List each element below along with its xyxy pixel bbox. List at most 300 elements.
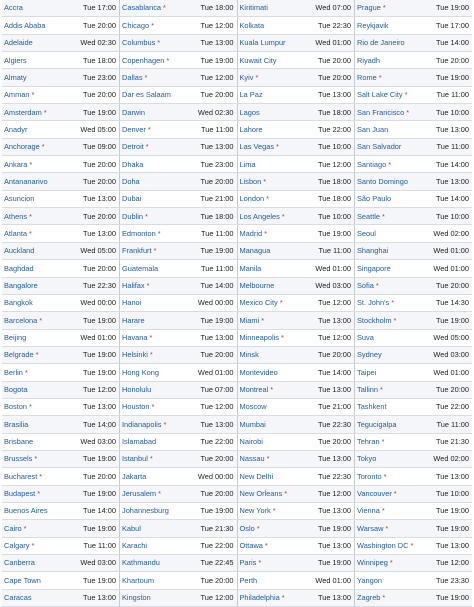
city-link[interactable]: Hong Kong: [122, 367, 159, 377]
city-link[interactable]: Cairo: [4, 523, 22, 533]
city-cell[interactable]: [2, 312, 61, 329]
city-link[interactable]: Chicago: [122, 20, 150, 30]
city-link[interactable]: Istanbul: [122, 454, 148, 464]
city-link[interactable]: La Paz: [239, 90, 263, 100]
city-link[interactable]: Harare: [122, 315, 145, 325]
city-cell[interactable]: [120, 312, 179, 329]
city-cell[interactable]: [120, 260, 179, 277]
city-cell[interactable]: [355, 121, 414, 138]
city-link[interactable]: Miami: [239, 315, 260, 325]
time-cell: Tue 19:00: [61, 520, 120, 537]
city-cell[interactable]: [2, 329, 61, 346]
city-link[interactable]: Brasilia: [4, 419, 29, 429]
city-link[interactable]: Calgary: [4, 541, 30, 551]
city-link[interactable]: Yangon: [357, 575, 382, 585]
city-cell[interactable]: [355, 346, 414, 363]
city-link[interactable]: São Paulo: [357, 194, 392, 204]
city-cell[interactable]: [237, 381, 296, 398]
city-cell[interactable]: [355, 86, 414, 103]
city-cell[interactable]: [120, 69, 179, 86]
city-link[interactable]: Jakarta: [122, 471, 147, 481]
city-link[interactable]: Indianapolis: [122, 419, 162, 429]
city-cell[interactable]: [2, 260, 61, 277]
city-cell[interactable]: [2, 381, 61, 398]
city-cell[interactable]: [2, 0, 61, 17]
city-cell[interactable]: [120, 242, 179, 259]
city-link[interactable]: Atlanta: [4, 228, 28, 238]
city-cell[interactable]: [237, 572, 296, 589]
city-cell[interactable]: [120, 156, 179, 173]
city-link[interactable]: Taipei: [357, 367, 377, 377]
city-cell[interactable]: [120, 138, 179, 155]
city-link[interactable]: Belgrade: [4, 350, 34, 360]
city-cell[interactable]: [2, 520, 61, 537]
city-link[interactable]: Darwin: [122, 107, 145, 117]
city-cell[interactable]: [2, 416, 61, 433]
city-cell[interactable]: [2, 294, 61, 311]
city-cell[interactable]: [355, 225, 414, 242]
city-cell[interactable]: [355, 208, 414, 225]
city-cell[interactable]: [120, 433, 179, 450]
city-cell[interactable]: [2, 450, 61, 467]
city-link[interactable]: Doha: [122, 176, 140, 186]
city-link[interactable]: Amsterdam: [4, 107, 42, 117]
city-cell[interactable]: [120, 364, 179, 381]
city-link[interactable]: New York: [239, 506, 271, 516]
city-link[interactable]: Barcelona: [4, 315, 38, 325]
city-cell[interactable]: [355, 416, 414, 433]
city-link[interactable]: Philadelphia: [239, 593, 280, 603]
city-cell[interactable]: [237, 485, 296, 502]
city-link[interactable]: Prague: [357, 3, 381, 13]
city-cell[interactable]: [2, 69, 61, 86]
city-link[interactable]: Kathmandu: [122, 558, 160, 568]
city-link[interactable]: Anchorage: [4, 142, 40, 152]
city-cell[interactable]: [2, 17, 61, 34]
city-cell[interactable]: [120, 86, 179, 103]
city-link[interactable]: Montevideo: [239, 367, 278, 377]
city-cell[interactable]: [2, 121, 61, 138]
city-link[interactable]: Casablanca: [122, 3, 162, 13]
city-cell[interactable]: [120, 398, 179, 415]
city-cell[interactable]: [355, 104, 414, 121]
city-link[interactable]: Addis Ababa: [4, 20, 46, 30]
city-cell[interactable]: [2, 208, 61, 225]
city-link[interactable]: Lagos: [239, 107, 260, 117]
city-link[interactable]: New Orleans: [239, 489, 283, 499]
city-link[interactable]: Kiritimati: [239, 3, 268, 13]
city-cell[interactable]: [2, 346, 61, 363]
city-cell[interactable]: [2, 502, 61, 519]
city-cell[interactable]: [2, 225, 61, 242]
city-cell[interactable]: [120, 416, 179, 433]
time-cell: Tue 13:00: [296, 86, 355, 103]
city-cell[interactable]: [2, 190, 61, 207]
city-cell[interactable]: [2, 34, 61, 51]
city-link[interactable]: Guatemala: [122, 263, 159, 273]
city-cell[interactable]: [2, 398, 61, 415]
city-link[interactable]: Accra: [4, 3, 23, 13]
city-link[interactable]: Tehran: [357, 437, 380, 447]
city-cell[interactable]: [355, 398, 414, 415]
city-link[interactable]: Anadyr: [4, 124, 28, 134]
city-cell[interactable]: [237, 242, 296, 259]
city-cell[interactable]: [237, 520, 296, 537]
city-link[interactable]: Tokyo: [357, 454, 377, 464]
city-link[interactable]: Beijing: [4, 333, 27, 342]
city-cell[interactable]: [237, 398, 296, 415]
city-cell[interactable]: [120, 208, 179, 225]
city-link[interactable]: Karachi: [122, 541, 148, 551]
city-cell[interactable]: [355, 242, 414, 259]
city-cell[interactable]: [355, 294, 414, 311]
city-cell[interactable]: [2, 52, 61, 69]
city-cell[interactable]: [120, 537, 179, 554]
city-link[interactable]: Moscow: [239, 402, 267, 412]
city-link[interactable]: Kingston: [122, 593, 151, 603]
city-link[interactable]: Budapest: [4, 489, 36, 499]
city-cell[interactable]: [120, 121, 179, 138]
city-cell[interactable]: [2, 104, 61, 121]
time-cell: Tue 20:00: [296, 346, 355, 363]
city-link[interactable]: Bucharest: [4, 471, 38, 481]
time-cell: Wed 00:00: [61, 294, 120, 311]
city-link[interactable]: Tashkent: [357, 402, 387, 412]
time-cell: Tue 11:00: [296, 242, 355, 259]
city-link[interactable]: Antananarivo: [4, 176, 48, 186]
time-cell: Tue 19:00: [179, 312, 238, 329]
city-link[interactable]: Montreal: [239, 385, 269, 395]
city-cell[interactable]: [120, 520, 179, 537]
city-cell[interactable]: [120, 17, 179, 34]
city-link[interactable]: Bangkok: [4, 298, 33, 308]
city-link[interactable]: Kuwait City: [239, 55, 277, 65]
city-link[interactable]: Auckland: [4, 246, 35, 256]
city-link[interactable]: Santiago: [357, 159, 387, 169]
city-link[interactable]: San Francisco: [357, 107, 405, 117]
city-link[interactable]: Algiers: [4, 55, 27, 65]
city-cell[interactable]: [355, 329, 414, 346]
city-cell[interactable]: [355, 173, 414, 190]
city-cell[interactable]: [237, 156, 296, 173]
city-cell[interactable]: [355, 34, 414, 51]
city-cell[interactable]: [2, 468, 61, 485]
city-cell[interactable]: [120, 52, 179, 69]
time-cell: Wed 01:00: [296, 572, 355, 589]
city-cell[interactable]: [355, 364, 414, 381]
city-link[interactable]: Bangalore: [4, 280, 38, 290]
city-cell[interactable]: [2, 537, 61, 554]
city-link[interactable]: Seoul: [357, 228, 376, 238]
city-link[interactable]: Minneapolis: [239, 333, 279, 342]
city-cell[interactable]: [355, 468, 414, 485]
city-cell[interactable]: [120, 104, 179, 121]
city-link[interactable]: Bogota: [4, 385, 28, 395]
city-cell[interactable]: [2, 242, 61, 259]
city-link[interactable]: Las Vegas: [239, 142, 275, 152]
city-cell[interactable]: [355, 381, 414, 398]
city-link[interactable]: Lahore: [239, 124, 263, 134]
city-cell[interactable]: [355, 0, 414, 17]
city-cell[interactable]: [355, 156, 414, 173]
dst-marker: *: [151, 402, 155, 412]
city-cell[interactable]: [2, 572, 61, 589]
city-cell[interactable]: [120, 346, 179, 363]
city-link[interactable]: Perth: [239, 575, 258, 585]
city-link[interactable]: Helsinki: [122, 350, 148, 360]
city-cell[interactable]: [355, 52, 414, 69]
city-cell[interactable]: [355, 572, 414, 589]
city-cell[interactable]: [237, 225, 296, 242]
city-link[interactable]: Dubai: [122, 194, 142, 204]
city-cell[interactable]: [237, 69, 296, 86]
city-link[interactable]: San Salvador: [357, 142, 402, 152]
city-cell[interactable]: [355, 520, 414, 537]
city-cell[interactable]: [237, 17, 296, 34]
city-link[interactable]: Copenhagen: [122, 55, 165, 65]
city-link[interactable]: Lima: [239, 159, 256, 169]
city-link[interactable]: Singapore: [357, 263, 391, 273]
city-link[interactable]: Tallinn: [357, 385, 378, 395]
city-cell[interactable]: [355, 260, 414, 277]
city-cell[interactable]: [120, 173, 179, 190]
city-cell[interactable]: [355, 277, 414, 294]
city-link[interactable]: Sydney: [357, 350, 382, 360]
city-link[interactable]: Sofia: [357, 280, 374, 290]
city-cell[interactable]: [2, 173, 61, 190]
city-cell[interactable]: [120, 329, 179, 346]
city-cell[interactable]: [2, 138, 61, 155]
city-link[interactable]: Kyiv: [239, 72, 254, 82]
city-link[interactable]: Denver: [122, 124, 146, 134]
city-link[interactable]: Brisbane: [4, 437, 34, 447]
city-link[interactable]: Jerusalem: [122, 489, 157, 499]
city-cell[interactable]: [2, 86, 61, 103]
city-cell[interactable]: [355, 312, 414, 329]
city-link[interactable]: Rio de Janeiro: [357, 38, 405, 48]
city-link[interactable]: Havana: [122, 333, 148, 342]
city-link[interactable]: Managua: [239, 246, 271, 256]
city-cell[interactable]: [2, 485, 61, 502]
time-cell: Tue 18:00: [179, 208, 238, 225]
time-cell: Tue 11:00: [414, 138, 473, 155]
city-link[interactable]: Mexico City: [239, 298, 278, 308]
city-link[interactable]: Dublin: [122, 211, 143, 221]
city-link[interactable]: Manila: [239, 263, 262, 273]
city-link[interactable]: St. John's: [357, 298, 390, 308]
city-link[interactable]: New Delhi: [239, 471, 274, 481]
city-cell[interactable]: [237, 329, 296, 346]
city-cell[interactable]: [355, 69, 414, 86]
city-cell[interactable]: [237, 190, 296, 207]
city-cell[interactable]: [120, 468, 179, 485]
city-link[interactable]: Islamabad: [122, 437, 157, 447]
city-link[interactable]: Madrid: [239, 228, 263, 238]
city-cell[interactable]: [355, 485, 414, 502]
city-link[interactable]: Canberra: [4, 558, 35, 568]
city-cell[interactable]: [120, 381, 179, 398]
city-link[interactable]: Berlin: [4, 367, 23, 377]
city-link[interactable]: Caracas: [4, 593, 32, 603]
city-link[interactable]: Ottawa: [239, 541, 263, 551]
city-link[interactable]: Lisbon: [239, 176, 262, 186]
city-cell[interactable]: [120, 502, 179, 519]
city-cell[interactable]: [237, 537, 296, 554]
time-cell: Tue 19:00: [61, 312, 120, 329]
city-link[interactable]: Cape Town: [4, 575, 41, 585]
city-link[interactable]: Suva: [357, 333, 374, 342]
city-cell[interactable]: [120, 555, 179, 572]
city-cell[interactable]: [120, 0, 179, 17]
city-link[interactable]: Houston: [122, 402, 150, 412]
city-cell[interactable]: [120, 277, 179, 294]
city-cell[interactable]: [355, 589, 414, 606]
city-link[interactable]: London: [239, 194, 265, 204]
city-cell[interactable]: [2, 364, 61, 381]
city-cell[interactable]: [237, 502, 296, 519]
city-link[interactable]: Dhaka: [122, 159, 144, 169]
city-cell[interactable]: [2, 433, 61, 450]
city-link[interactable]: Reykjavik: [357, 20, 389, 30]
city-link[interactable]: Dallas: [122, 72, 143, 82]
city-link[interactable]: Khartoum: [122, 575, 155, 585]
time-cell: Tue 19:00: [414, 589, 473, 606]
city-link[interactable]: Frankfurt: [122, 246, 152, 256]
city-cell[interactable]: [237, 138, 296, 155]
time-cell: Tue 12:00: [179, 69, 238, 86]
city-link[interactable]: Brussels: [4, 454, 33, 464]
city-cell[interactable]: [355, 17, 414, 34]
city-link[interactable]: Zagreb: [357, 593, 381, 603]
city-link[interactable]: Paris: [239, 558, 257, 568]
city-cell[interactable]: [355, 450, 414, 467]
city-link[interactable]: Baghdad: [4, 263, 34, 273]
city-cell[interactable]: [237, 86, 296, 103]
city-cell[interactable]: [355, 537, 414, 554]
city-link[interactable]: Salt Lake City: [357, 90, 403, 100]
city-link[interactable]: Nassau: [239, 454, 265, 464]
city-cell[interactable]: [237, 208, 296, 225]
dst-marker: *: [39, 471, 43, 481]
city-cell[interactable]: [237, 294, 296, 311]
city-cell[interactable]: [355, 555, 414, 572]
city-cell[interactable]: [237, 173, 296, 190]
city-link[interactable]: Vancouver: [357, 489, 392, 499]
city-link[interactable]: Columbus: [122, 38, 156, 48]
city-cell[interactable]: [2, 156, 61, 173]
city-cell[interactable]: [2, 589, 61, 606]
city-link[interactable]: Riyadh: [357, 55, 381, 65]
city-cell[interactable]: [237, 416, 296, 433]
city-cell[interactable]: [120, 485, 179, 502]
city-link[interactable]: Amman: [4, 90, 30, 100]
time-cell: Wed 01:00: [414, 364, 473, 381]
city-cell[interactable]: [237, 468, 296, 485]
city-link[interactable]: Vienna: [357, 506, 380, 516]
city-cell[interactable]: [237, 260, 296, 277]
city-link[interactable]: Kuala Lumpur: [239, 38, 286, 48]
city-link[interactable]: Detroit: [122, 142, 144, 152]
city-cell[interactable]: [237, 104, 296, 121]
city-cell[interactable]: [237, 277, 296, 294]
city-link[interactable]: Adelaide: [4, 38, 33, 48]
city-link[interactable]: Halifax: [122, 280, 145, 290]
city-link[interactable]: Winnipeg: [357, 558, 388, 568]
city-cell[interactable]: [355, 433, 414, 450]
city-link[interactable]: Tegucigalpa: [357, 419, 397, 429]
city-link[interactable]: Washington DC: [357, 541, 409, 551]
city-cell[interactable]: [120, 190, 179, 207]
city-cell[interactable]: [120, 450, 179, 467]
city-link[interactable]: Nairobi: [239, 437, 263, 447]
city-cell[interactable]: [120, 572, 179, 589]
table-row: [2, 277, 472, 294]
city-cell[interactable]: [237, 589, 296, 606]
dst-marker: *: [266, 454, 270, 464]
city-link[interactable]: Melbourne: [239, 280, 275, 290]
city-link[interactable]: San Juan: [357, 124, 389, 134]
city-cell[interactable]: [120, 34, 179, 51]
city-link[interactable]: Kolkata: [239, 20, 265, 30]
city-cell[interactable]: [2, 277, 61, 294]
city-link[interactable]: Kabul: [122, 523, 141, 533]
city-link[interactable]: Athens: [4, 211, 28, 221]
city-cell[interactable]: [237, 34, 296, 51]
city-cell[interactable]: [237, 555, 296, 572]
city-link[interactable]: Ankara: [4, 159, 28, 169]
city-link[interactable]: Santo Domingo: [357, 176, 408, 186]
city-cell[interactable]: [120, 589, 179, 606]
time-cell: Tue 13:00: [296, 502, 355, 519]
city-link[interactable]: Stockholm: [357, 315, 392, 325]
city-cell[interactable]: [237, 346, 296, 363]
city-link[interactable]: Los Angeles: [239, 211, 280, 221]
city-cell[interactable]: [237, 450, 296, 467]
city-cell[interactable]: [2, 555, 61, 572]
city-link[interactable]: Asuncion: [4, 194, 35, 204]
city-link[interactable]: Seattle: [357, 211, 381, 221]
city-cell[interactable]: [237, 364, 296, 381]
city-link[interactable]: Johannesburg: [122, 506, 169, 516]
city-cell[interactable]: [237, 121, 296, 138]
city-link[interactable]: Rome: [357, 72, 377, 82]
city-link[interactable]: Minsk: [239, 350, 259, 360]
city-cell[interactable]: [120, 225, 179, 242]
city-link[interactable]: Boston: [4, 402, 28, 412]
city-cell[interactable]: [120, 294, 179, 311]
city-cell[interactable]: [355, 502, 414, 519]
table-row: [2, 398, 472, 415]
city-cell[interactable]: [237, 312, 296, 329]
city-link[interactable]: Hanoi: [122, 298, 142, 308]
city-link[interactable]: Buenos Aires: [4, 506, 48, 516]
city-link[interactable]: Mumbai: [239, 419, 266, 429]
city-cell[interactable]: [355, 138, 414, 155]
city-link[interactable]: Toronto: [357, 471, 382, 481]
city-link[interactable]: Almaty: [4, 72, 27, 82]
city-link[interactable]: Warsaw: [357, 523, 384, 533]
city-cell[interactable]: [237, 433, 296, 450]
city-link[interactable]: Shanghai: [357, 246, 389, 256]
table-row: [2, 364, 472, 381]
city-cell[interactable]: [237, 52, 296, 69]
city-cell[interactable]: [237, 0, 296, 17]
city-link[interactable]: Dar es Salaam: [122, 90, 171, 100]
city-link[interactable]: Oslo: [239, 523, 255, 533]
city-cell[interactable]: [355, 190, 414, 207]
city-link[interactable]: Honolulu: [122, 385, 152, 395]
city-link[interactable]: Edmonton: [122, 228, 156, 238]
